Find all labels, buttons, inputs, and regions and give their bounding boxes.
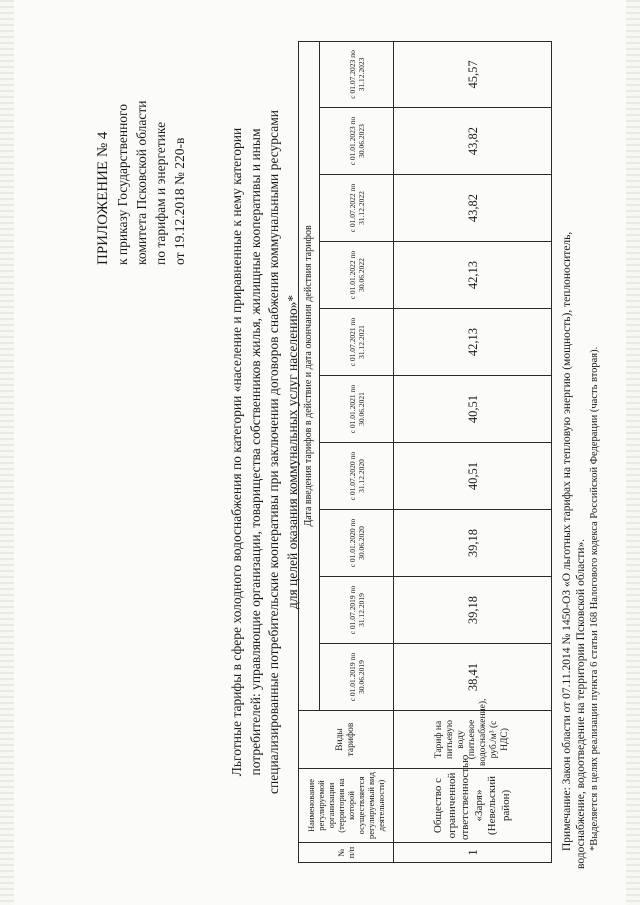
header-period: с 01.01.2020 по 30.06.2020: [320, 510, 394, 577]
table-row: [394, 41, 552, 862]
tariff-value: 42,13: [394, 309, 552, 376]
title-line: потребителей: управляющие организации, товарищества собственников жилья, жилищные кооперативы и иным: [247, 128, 263, 776]
appendix-line: от 19.12.2018 № 220-в: [172, 137, 187, 265]
tariff-value: 43,82: [394, 108, 552, 175]
appendix-block: [94, 45, 189, 265]
header-period: с 01.01.2019 по 30.06.2019: [320, 644, 394, 711]
tariff-value: 42,13: [394, 242, 552, 309]
tariff-table: [298, 41, 552, 863]
note-line: водоснабжение, водоотведение на территории Псковской области».: [575, 538, 587, 869]
tariff-value: 38,41: [394, 644, 552, 711]
appendix-line: к приказу Государственного: [115, 103, 130, 265]
row-num: 1: [394, 843, 552, 863]
header-tariff-kind: Виды тарифов: [299, 711, 394, 769]
document-title: [228, 17, 302, 887]
row-tariff-kind: Тариф на питьевую воду (питьевое водоснабжение), руб./м³ (с НДС): [394, 711, 552, 769]
footnote-line: *Выделяется в целях реализации пункта 6 статьи 168 Налогового кодекса Российской Федерации (часть вторая).: [589, 346, 600, 851]
header-period-group: Дата введения тарифов в действие и дата окончания действия тарифов: [299, 41, 320, 710]
header-period: с 01.07.2020 по 31.12.2020: [320, 443, 394, 510]
tariff-value: 43,82: [394, 175, 552, 242]
note-line: Примечание: Закон области от 07.11.2014 № 1450-ОЗ «О льготных тарифах на тепловую энергию (мощность), теплоноситель,: [561, 231, 573, 851]
header-period: с 01.07.2021 по 31.12.2021: [320, 309, 394, 376]
header-organization: Наименование регулируемой организации (территория на которой осуществляется регулируемый вид деятельности): [299, 769, 394, 843]
header-period: с 01.01.2021 по 30.06.2021: [320, 376, 394, 443]
title-line: специализированные потребительские кооперативы при заключении договоров снабжения коммунальными ресурсами: [266, 110, 281, 794]
row-organization: Общество с ограниченной ответственностью «Заря» (Невельский район): [394, 769, 552, 843]
appendix-line: комитета Псковской области: [134, 100, 149, 265]
tariff-value: 39,18: [394, 577, 552, 644]
header-period: с 01.01.2023 по 30.06.2023: [320, 108, 394, 175]
title-line: для целей оказания коммунальных услуг населению»*: [284, 294, 300, 610]
header-period: с 01.01.2022 по 30.06.2022: [320, 242, 394, 309]
header-period: с 01.07.2023 по 31.12.2023: [320, 41, 394, 107]
header-period: с 01.07.2019 по 31.12.2019: [320, 577, 394, 644]
notes-block: [560, 19, 602, 869]
tariff-value: 45,57: [394, 41, 552, 107]
tariff-value: 40,51: [394, 443, 552, 510]
tariff-value: 39,18: [394, 510, 552, 577]
header-period: с 01.07.2022 по 31.12.2022: [320, 175, 394, 242]
appendix-heading: ПРИЛОЖЕНИЕ № 4: [95, 131, 111, 265]
header-num: № п/п: [299, 843, 394, 863]
title-line: Льготные тарифы в сфере холодного водоснабжения по категории «население и приравненные к нему категории: [229, 127, 244, 777]
tariff-value: 40,51: [394, 376, 552, 443]
appendix-line: по тарифам и энергетике: [153, 121, 168, 265]
